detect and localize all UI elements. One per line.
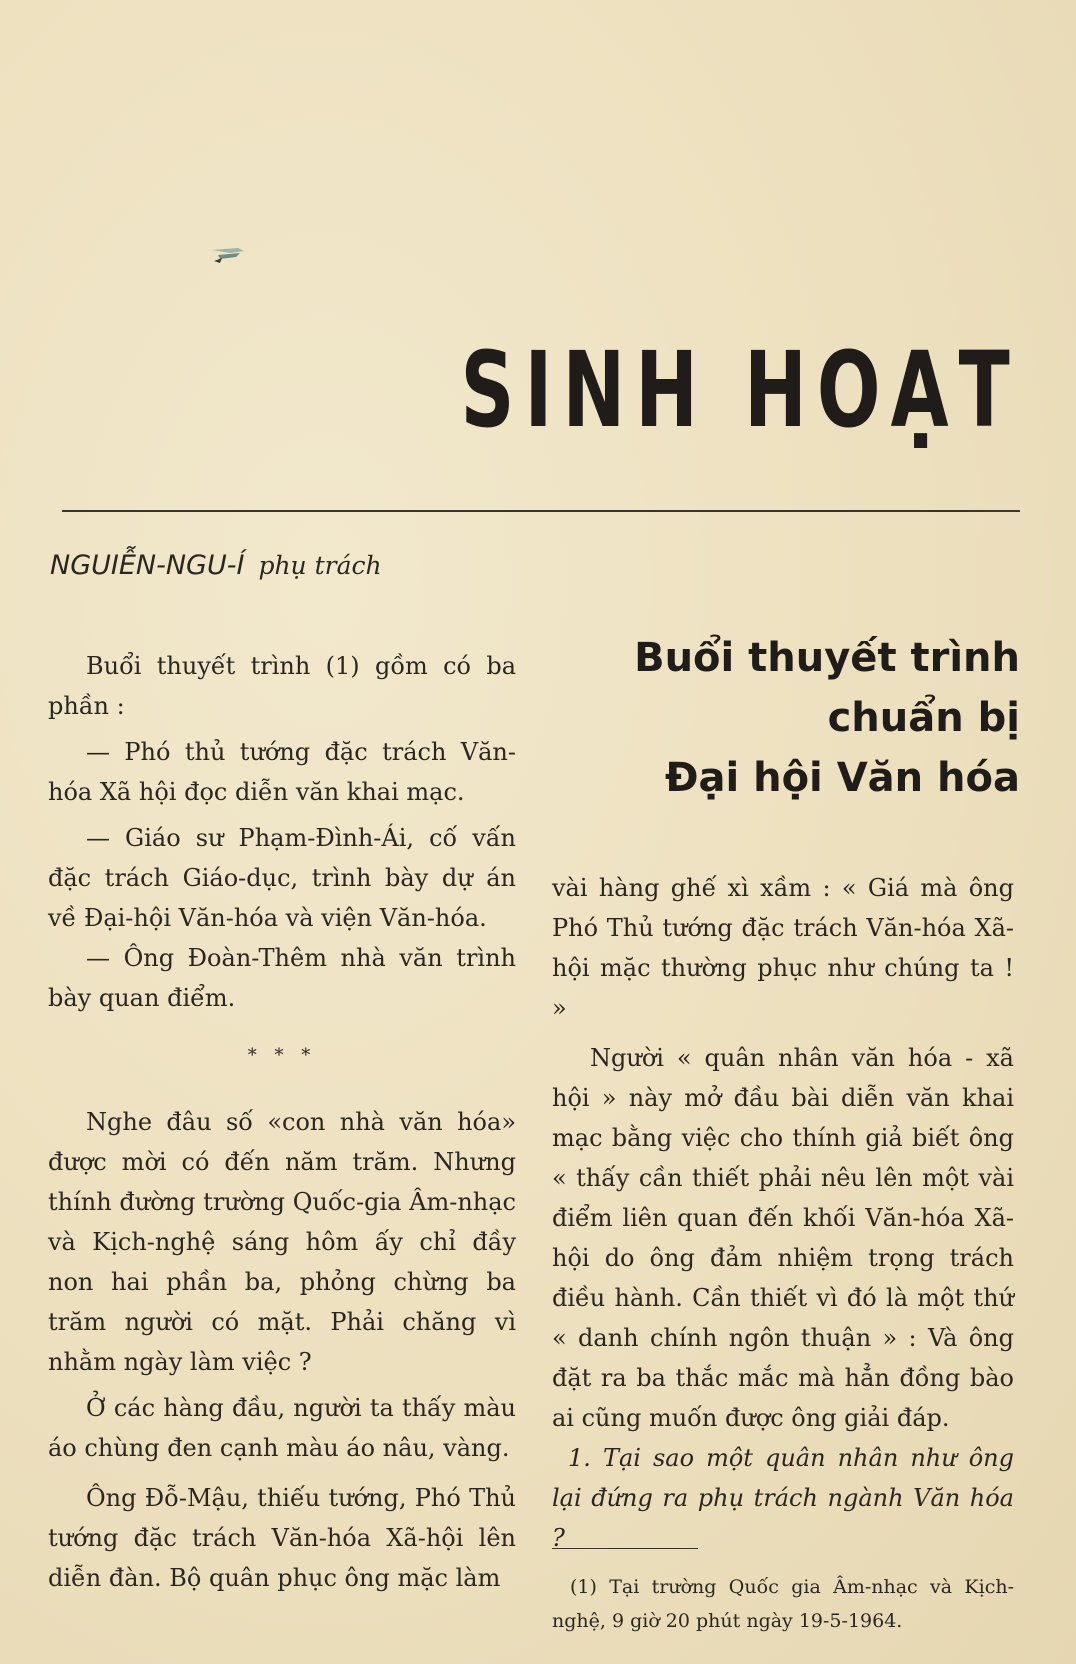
- headline-line: Đại hội Văn hóa: [664, 755, 1020, 801]
- section-title: SINH HOẠT: [460, 329, 1020, 451]
- headline-line: chuẩn bị: [827, 695, 1020, 741]
- article-headline: [580, 628, 1020, 808]
- paragraph: Buổi thuyết trình (1) gồm có ba phần :: [48, 652, 516, 720]
- paragraph: — Ông Đoàn-Thêm nhà văn trình bày quan điểm.: [48, 944, 516, 1012]
- paragraph: Nghe đâu số «con nhà văn hóa» được mời có đến năm trăm. Nhưng thính đường trường Quốc-gia Âm-nhạc và Kịch-nghệ sáng hôm ấy chỉ đầy non hai phần ba, phỏng chừng ba trăm người có mặt. Phải chăng vì nhằm ngày làm việc ?: [48, 1108, 516, 1376]
- section-separator: * * *: [247, 1045, 317, 1066]
- footnote-rule: [552, 1548, 698, 1549]
- paragraph: — Giáo sư Phạm-Đình-Ái, cố vấn đặc trách Giáo-dục, trình bày dự án về Đại-hội Văn-hóa và viện Văn-hóa.: [48, 824, 516, 932]
- paragraph: vài hàng ghế xì xầm : « Giá mà ông Phó Thủ tướng đặc trách Văn-hóa Xã-hội mặc thường phục như chúng ta ! »: [552, 874, 1014, 1022]
- right-column: [552, 868, 1014, 1558]
- paragraph: Ông Đỗ-Mậu, thiếu tướng, Phó Thủ tướng đặc trách Văn-hóa Xã-hội lên diễn đàn. Bộ quân phục ông mặc làm: [48, 1484, 516, 1592]
- header-rule: [62, 510, 1020, 512]
- paragraph: — Phó thủ tướng đặc trách Văn-hóa Xã hội đọc diễn văn khai mạc.: [48, 738, 516, 806]
- footnote: (1) Tại trường Quốc gia Âm-nhạc và Kịch-nghệ, 9 giờ 20 phút ngày 19-5-1964.: [552, 1576, 1014, 1632]
- byline-role: phụ trách: [258, 551, 382, 580]
- headline-line: Buổi thuyết trình: [634, 635, 1020, 681]
- byline-name: NGUIỄN-NGU-Í: [50, 550, 245, 581]
- byline: [50, 550, 382, 581]
- paragraph: Ở các hàng đầu, người ta thấy màu áo chùng đen cạnh màu áo nâu, vàng.: [48, 1394, 516, 1462]
- paragraph: Người « quân nhân văn hóa - xã hội » này mở đầu bài diễn văn khai mạc bằng việc cho thính giả biết ông « thấy cần thiết phải nêu lên một vài điểm liên quan đến khối Văn-hóa Xã-hội do ông đảm nhiệm trọng trách điều hành. Cần thiết vì đó là một thứ « danh chính ngôn thuận » : Và ông đặt ra ba thắc mắc mà hẳn đồng bào ai cũng muốn được ông giải đáp.: [552, 1044, 1014, 1432]
- ink-blot-mark: [208, 244, 248, 266]
- question-item: 1. Tại sao một quân nhân như ông lại đứng ra phụ trách ngành Văn hóa ?: [552, 1444, 1014, 1552]
- left-column: [48, 646, 516, 1598]
